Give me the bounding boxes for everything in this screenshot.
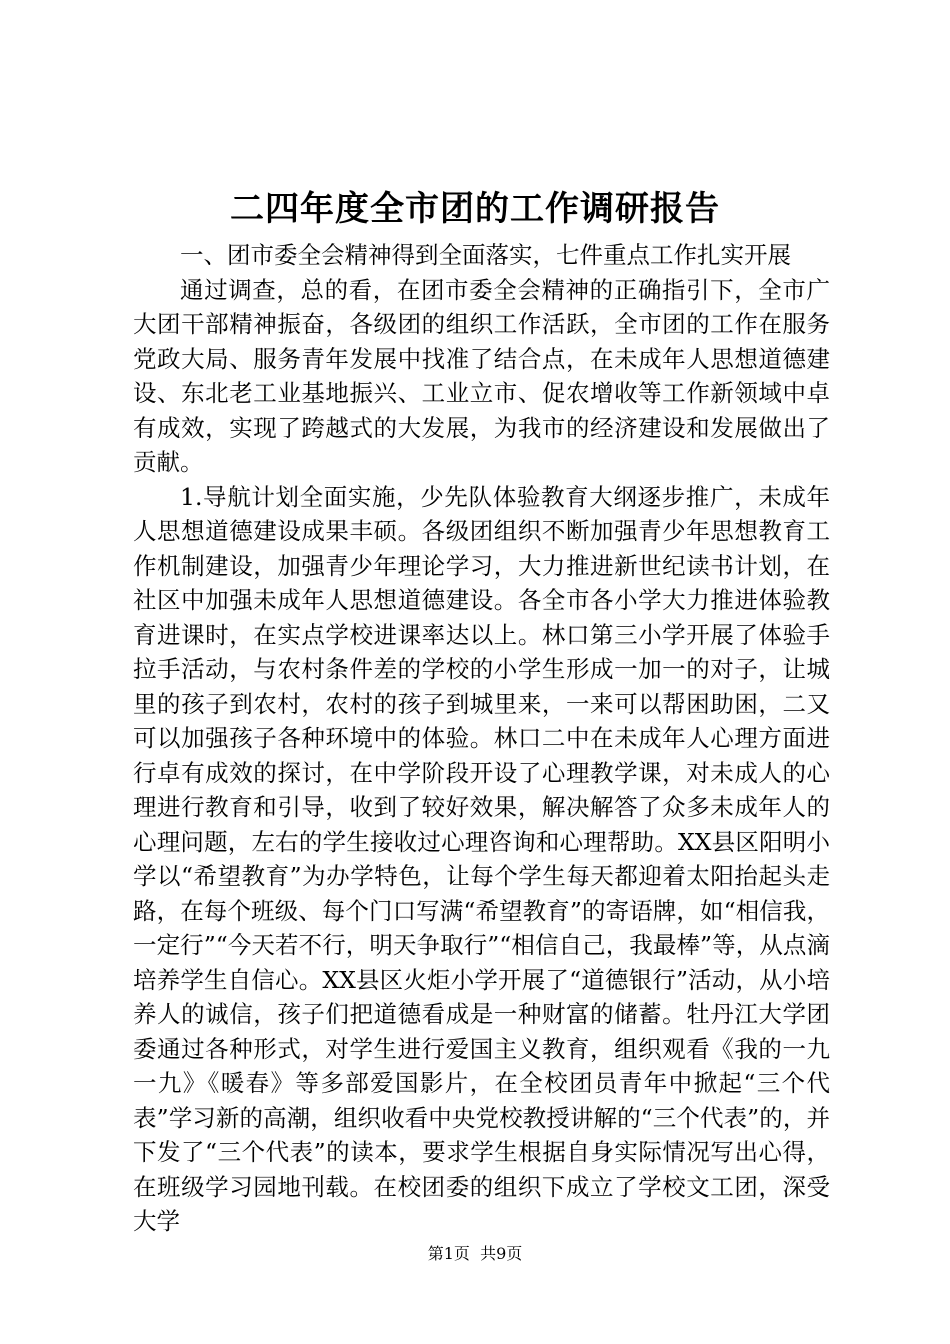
page-number-current: 第1页 bbox=[427, 1244, 470, 1263]
document-title: 二四年度全市团的工作调研报告 bbox=[230, 189, 720, 229]
section-heading: 一、团市委全会精神得到全面落实，七件重点工作扎实开展 bbox=[180, 241, 791, 269]
document-body bbox=[133, 238, 830, 1239]
body-paragraph: 1.导航计划全面实施，少先队体验教育大纲逐步推广，未成年人思想道德建设成果丰硕。各级团组织不断加强青少年思想教育工作机制建设，加强青少年理论学习，大力推进新世纪读书计划，在社区中加强未成年人思想道德建设。各全市各小学大力推进体验教育进课时，在实点学校进课率达以上。林口第三小学开展了体验手拉手活动，与农村条件差的学校的小学生形成一加一的对子，让城里的孩子到农村，农村的孩子到城里来，一来可以帮困助困，二又可以加强孩子各种环境中的体验。林口二中在未成年人心理方面进行卓有成效的探讨，在中学阶段开设了心理教学课，对未成人的心理进行教育和引导，收到了较好效果，解决解答了众多未成年人的心理问题，左右的学生接收过心理咨询和心理帮助。XX县区阳明小学以“希望教育”为办学特色，让每个学生每天都迎着太阳抬起头走路，在每个班级、每个门口写满“希望教育”的寄语牌，如“相信我，一定行”“今天若不行，明天争取行”“相信自己，我最棒”等，从点滴培养学生自信心。XX县区火炬小学开展了“道德银行”活动，从小培养人的诚信，孩子们把道德看成是一种财富的储蓄。牡丹江大学团委通过各种形式，对学生进行爱国主义教育，组织观看《我的一九一九》《暖春》等多部爱国影片，在全校团员青年中掀起“三个代表”学习新的高潮，组织收看中央党校教授讲解的“三个代表”的，并下发了“三个代表”的读本，要求学生根据自身实际情况写出心得，在班级学习园地刊载。在校团委的组织下成立了学校文工团，深受大学 bbox=[133, 482, 830, 1235]
page-footer bbox=[0, 1243, 950, 1265]
page-number-total: 共9页 bbox=[480, 1244, 523, 1263]
body-paragraph: 通过调查，总的看，在团市委全会精神的正确指引下，全市广大团干部精神振奋，各级团的组织工作活跃，全市团的工作在服务党政大局、服务青年发展中找准了结合点，在未成年人思想道德建设、东北老工业基地振兴、工业立市、促农增收等工作新领域中卓有成效，实现了跨越式的大发展，为我市的经济建设和发展做出了贡献。 bbox=[133, 275, 830, 476]
